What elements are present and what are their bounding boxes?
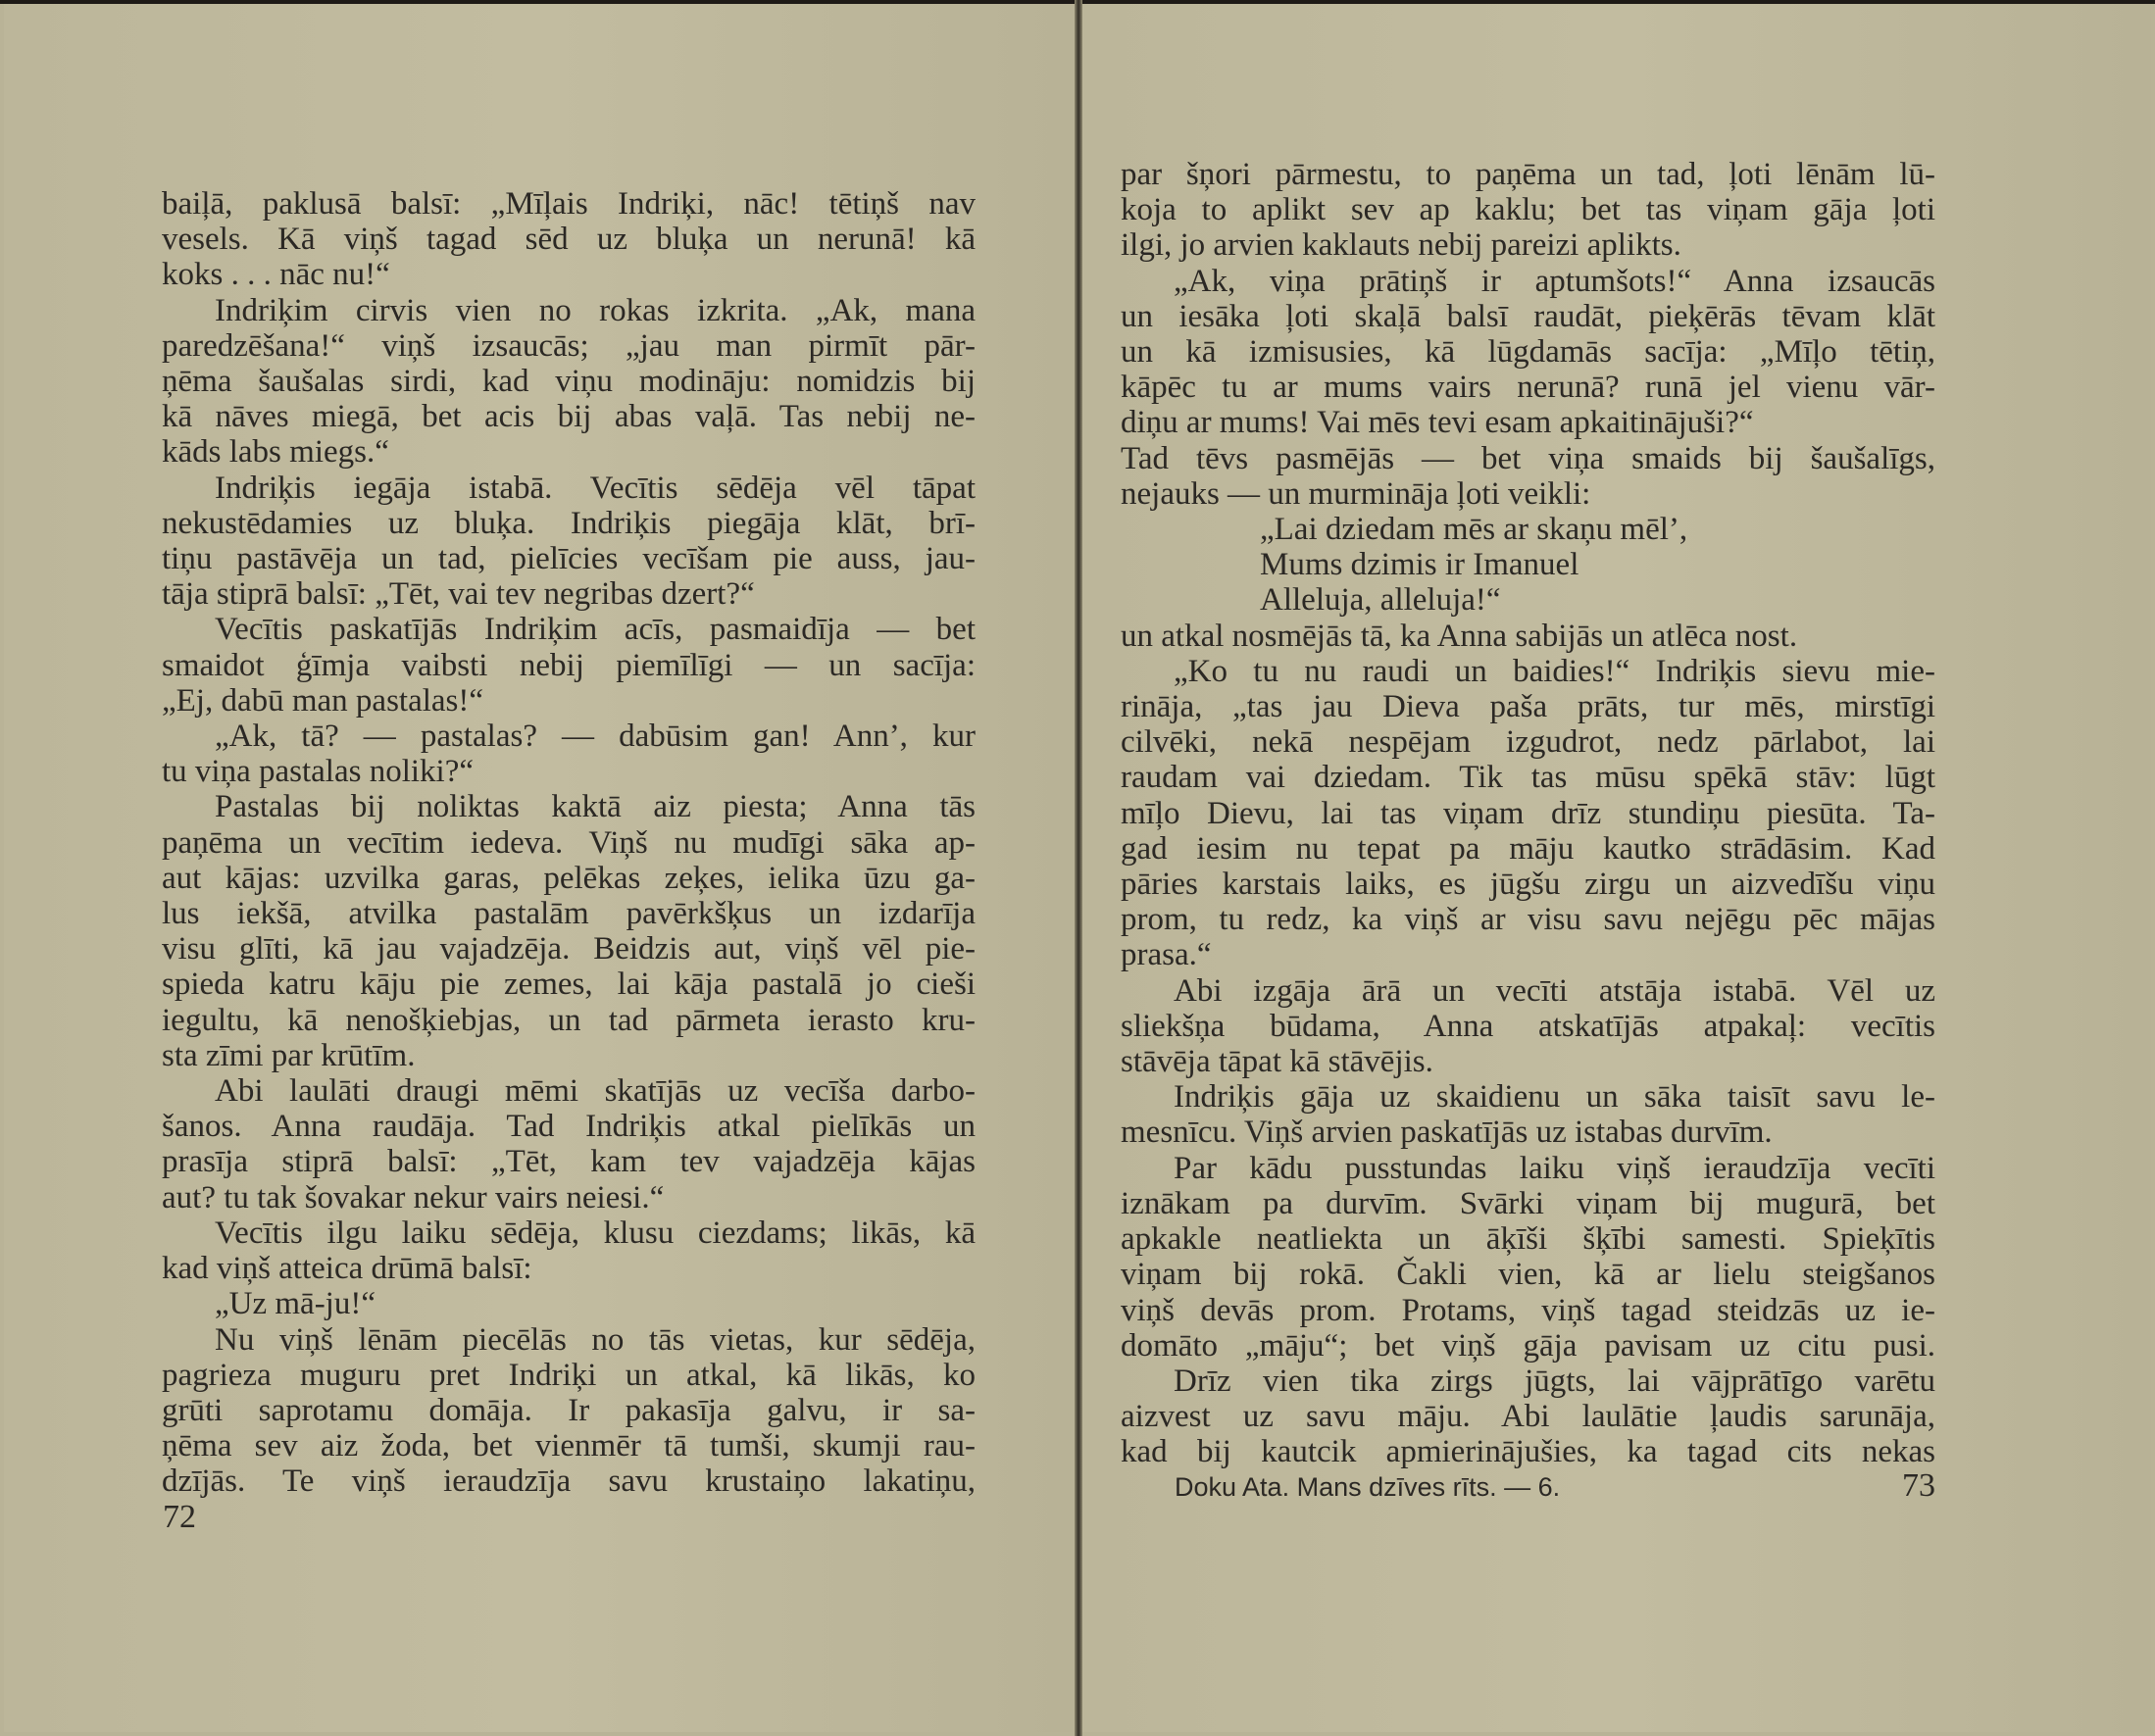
text-line: prasa.“ — [1121, 937, 1212, 973]
text-line: tiņu pastāvēja un tad, pielīcies vecīšam pie auss, jau- — [162, 541, 976, 577]
text-line: kāds labs miegs.“ — [162, 434, 389, 471]
text-line: Vecītis paskatījās Indriķim acīs, pasmaidīja — bet — [215, 612, 976, 648]
text-line: aut? tu tak šovakar nekur vairs neiesi.“ — [162, 1179, 665, 1215]
verse-line: Mums dzimis ir Imanuel — [1260, 547, 1579, 583]
text-line: domāto „māju“; bet viņš gāja pavisam uz citu pusi. — [1121, 1327, 1935, 1364]
page-number-right: 73 — [1902, 1467, 1935, 1504]
text-line: Pastalas bij noliktas kaktā aiz piesta; Anna tās — [215, 789, 976, 825]
verse-line: „Lai dziedam mēs ar skaņu mēl’, — [1260, 512, 1688, 548]
text-line: lus iekšā, atvilka pastalām pavērkšķus un izdarīja — [162, 896, 976, 932]
text-line: Abi laulāti draugi mēmi skatījās uz vecīša darbo- — [215, 1073, 976, 1110]
left-page-text — [162, 186, 976, 1500]
text-line: diņu ar mums! Vai mēs tevi esam apkaitinājuši?“ — [1121, 405, 1754, 441]
text-line: Tad tēvs pasmējās — bet viņa smaids bij šaušalīgs, — [1121, 440, 1935, 476]
text-line: paņēma un vecītim iedeva. Viņš nu mudīgi sāka ap- — [162, 824, 976, 861]
text-line: nekustēdamies uz bluķa. Indriķis piegāja klāt, brī- — [162, 505, 976, 541]
text-line: Indriķis gāja uz skaidienu un sāka taisīt savu le- — [1174, 1079, 1935, 1116]
text-line: par šņori pārmestu, to paņēma un tad, ļoti lēnām lū- — [1121, 157, 1935, 192]
book-gutter — [1075, 0, 1082, 1736]
page-number-left: 72 — [163, 1499, 196, 1535]
text-line: „Ko tu nu raudi un baidies!“ Indriķis sievu mie- — [1174, 653, 1935, 689]
text-line: visu glīti, kā jau vajadzēja. Beidzis aut, viņš vēl pie- — [162, 931, 976, 967]
text-line: aut kājas: uzvilka garas, pelēkas zeķes, ielika ūzu ga- — [162, 860, 976, 896]
text-line: kāpēc tu ar mums vairs nerunā? runā jel vienu vār- — [1121, 370, 1935, 406]
text-line: paredzēšana!“ viņš izsaucās; „jau man pirmīt pār- — [162, 327, 976, 364]
text-line: mīļo Dievu, lai tas viņam drīz stundiņu piesūta. Ta- — [1121, 795, 1935, 831]
text-line: koks . . . nāc nu!“ — [162, 257, 390, 293]
text-line: raudam vai dziedam. Tik tas mūsu spēkā stāv: lūgt — [1121, 760, 1935, 796]
text-line: aizvest uz savu māju. Abi laulātie ļaudis sarunāja, — [1121, 1399, 1935, 1435]
text-line: viņam bij rokā. Čakli vien, kā ar lielu steigšanos — [1121, 1257, 1935, 1293]
text-line: gad iesim nu tepat pa māju kautko strādāsim. Kad — [1121, 830, 1935, 867]
text-line: Par kādu pusstundas laiku viņš ieraudzīja vecīti — [1174, 1150, 1935, 1186]
text-line: vesels. Kā viņš tagad sēd uz bluķa un nerunā! kā — [162, 222, 976, 258]
right-page-text — [1121, 157, 1935, 1470]
text-line: kā nāves miegā, bet acis bij abas vaļā. Tas nebij ne- — [162, 399, 976, 435]
text-line: iegultu, kā nenošķiebjas, un tad pārmeta ierasto kru- — [162, 1002, 976, 1038]
text-line: tāja stiprā balsī: „Tēt, vai tev negribas dzert?“ — [162, 576, 755, 613]
text-line: un iesāka ļoti skaļā balsī raudāt, pieķērās tēvam klāt — [1121, 298, 1935, 334]
text-line: Nu viņš lēnām piecēlās no tās vietas, kur sēdēja, — [215, 1321, 976, 1358]
text-line: smaidot ģīmja vaibsti nebij piemīlīgi — un sacīja: — [162, 647, 976, 683]
text-line: „Ak, viņa prātiņš ir aptumšots!“ Anna izsaucās — [1174, 263, 1935, 299]
text-line: nejauks — un murmināja ļoti veikli: — [1121, 475, 1591, 512]
text-line: prasīja stiprā balsī: „Tēt, kam tev vajadzēja kājas — [162, 1144, 976, 1180]
text-line: viņš devās prom. Protams, viņš tagad steidzās uz ie- — [1121, 1292, 1935, 1328]
text-line: stāvēja tāpat kā stāvējis. — [1121, 1044, 1433, 1080]
text-line: prom, tu redz, ka viņš ar visu savu nejēgu pēc mājas — [1121, 902, 1935, 938]
text-line: Indriķim cirvis vien no rokas izkrita. „Ak, mana — [215, 292, 976, 328]
text-line: ņēma sev aiz žoda, bet vienmēr tā tumši, skumji rau- — [162, 1428, 976, 1464]
text-line: un kā izmisusies, kā lūgdamās sacīja: „Mīļo tētiņ, — [1121, 334, 1935, 371]
text-line: pagrieza muguru pret Indriķi un atkal, kā likās, ko — [162, 1357, 976, 1393]
text-line: cilvēki, nekā nespējam izgudrot, nedz pārlabot, lai — [1121, 724, 1935, 761]
text-line: tu viņa pastalas noliki?“ — [162, 754, 474, 790]
text-line: Drīz vien tika zirgs jūgts, lai vājprātīgo varētu — [1174, 1363, 1935, 1399]
text-line: grūti saprotamu domāja. Ir pakasīja galvu, ir sa- — [162, 1392, 976, 1428]
text-line: sliekšņa būdama, Anna atskatījās atpakaļ: vecītis — [1121, 1008, 1935, 1044]
text-line: ņēma šaušalas sirdi, kad viņu modināju: nomidzis bij — [162, 364, 976, 400]
text-line: rināja, „tas jau Dieva paša prāts, tur mēs, mirstīgi — [1121, 689, 1935, 725]
text-line: ilgi, jo arvien kaklauts nebij pareizi aplikts. — [1121, 227, 1681, 264]
book-footer: Doku Ata. Mans dzīves rīts. — 6. — [1175, 1472, 1561, 1502]
text-line: sta zīmi par krūtīm. — [162, 1037, 416, 1073]
text-line: koja to aplikt sev ap kaklu; bet tas viņam gāja ļoti — [1121, 192, 1935, 228]
text-line: „Ej, dabū man pastalas!“ — [162, 682, 484, 719]
text-line: dzījās. Te viņš ieraudzīja savu krustaiņo lakatiņu, — [162, 1463, 976, 1500]
text-line: „Uz mā-ju!“ — [215, 1286, 376, 1322]
text-line: pāries karstais laiks, es jūgšu zirgu un aizvedīšu viņu — [1121, 867, 1935, 903]
text-line: kad viņš atteica drūmā balsī: — [162, 1251, 532, 1287]
text-line: Indriķis iegāja istabā. Vecītis sēdēja vēl tāpat — [215, 470, 976, 506]
text-line: apkakle neatliekta un āķīši šķībi samesti. Spieķītis — [1121, 1221, 1935, 1258]
text-line: spieda katru kāju pie zemes, lai kāja pastalā jo cieši — [162, 967, 976, 1003]
text-line: šanos. Anna raudāja. Tad Indriķis atkal pielīkās un — [162, 1109, 976, 1145]
text-line: kad bij kautcik apmierinājušies, ka tagad cits nekas — [1121, 1434, 1935, 1470]
text-line: Abi izgāja ārā un vecīti atstāja istabā. Vēl uz — [1174, 972, 1935, 1009]
text-line: Vecītis ilgu laiku sēdēja, klusu ciezdams; likās, kā — [215, 1215, 976, 1251]
verse-line: Alleluja, alleluja!“ — [1260, 582, 1501, 619]
text-line: mesnīcu. Viņš arvien paskatījās uz istabas durvīm. — [1121, 1115, 1773, 1151]
text-line: „Ak, tā? — pastalas? — dabūsim gan! Ann’, kur — [215, 719, 976, 755]
text-line: un atkal nosmējās tā, ka Anna sabijās un atlēca nost. — [1121, 618, 1798, 654]
text-line: baiļā, paklusā balsī: „Mīļais Indriķi, nāc! tētiņš nav — [162, 186, 976, 222]
text-line: iznākam pa durvīm. Svārki viņam bij mugurā, bet — [1121, 1185, 1935, 1221]
